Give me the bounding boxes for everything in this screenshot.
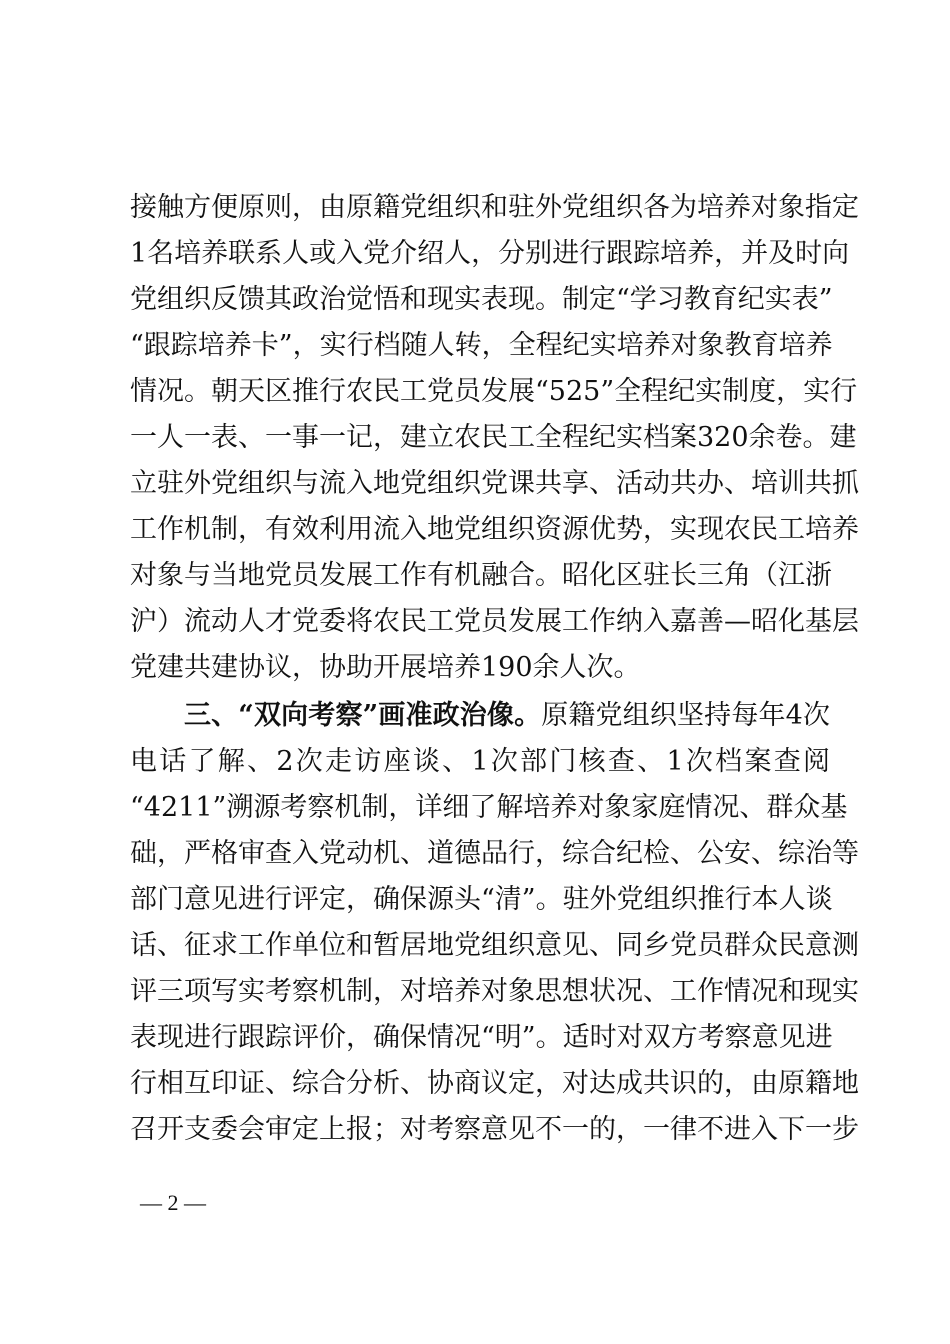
paragraph-line: 评三项写实考察机制，对培养对象思想状况、工作情况和现实: [130, 976, 859, 1007]
paragraph-line: 对象与当地党员发展工作有机融合。昭化区驻长三角（江浙: [130, 560, 832, 591]
paragraph-line: 础，严格审查入党动机、道德品行，综合纪检、公安、综治等: [130, 838, 859, 869]
paragraph-line: 党建共建协议，协助开展培养190余人次。: [130, 652, 641, 683]
paragraph-line: 党组织反馈其政治觉悟和现实表现。制定“学习教育纪实表”: [130, 284, 833, 315]
paragraph-line: 接触方便原则，由原籍党组织和驻外党组织各为培养对象指定: [130, 192, 859, 223]
paragraph-line: 行相互印证、综合分析、协商议定，对达成共识的，由原籍地: [130, 1068, 859, 1099]
page-number: — 2 —: [140, 1190, 206, 1215]
section-3-first-line: [184, 698, 830, 734]
paragraph-line: “4211”溯源考察机制，详细了解培养对象家庭情况、群众基: [130, 792, 848, 823]
paragraph-line: 一人一表、一事一记，建立农民工全程纪实档案320余卷。建: [130, 422, 857, 453]
paragraph-line: 立驻外党组织与流入地党组织党课共享、活动共办、培训共抓: [130, 468, 859, 499]
paragraph-line: 表现进行跟踪评价，确保情况“明”。适时对双方考察意见进: [130, 1022, 833, 1053]
paragraph-line: 部门意见进行评定，确保源头“清”。驻外党组织推行本人谈: [130, 884, 833, 915]
paragraph-line: 工作机制，有效利用流入地党组织资源优势，实现农民工培养: [130, 514, 859, 545]
paragraph-line: 召开支委会审定上报；对考察意见不一的，一律不进入下一步: [130, 1114, 859, 1145]
paragraph-line: 情况。朝天区推行农民工党员发展“525”全程纪实制度，实行: [130, 376, 858, 407]
paragraph-line: “跟踪培养卡”，实行档随人转，全程纪实培养对象教育培养: [130, 330, 833, 361]
section-3-first-line-text: 原籍党组织坚持每年4次: [541, 700, 830, 731]
paragraph-line: 沪）流动人才党委将农民工党员发展工作纳入嘉善—昭化基层: [130, 606, 859, 637]
section-3-heading: 三、“双向考察”画准政治像。: [184, 700, 542, 731]
paragraph-line: 话、征求工作单位和暂居地党组织意见、同乡党员群众民意测: [130, 930, 859, 961]
paragraph-line: 电话了解、2次走访座谈、1次部门核查、1次档案查阅: [130, 746, 830, 777]
paragraph-line: 1名培养联系人或入党介绍人，分别进行跟踪培养，并及时向: [130, 238, 850, 269]
